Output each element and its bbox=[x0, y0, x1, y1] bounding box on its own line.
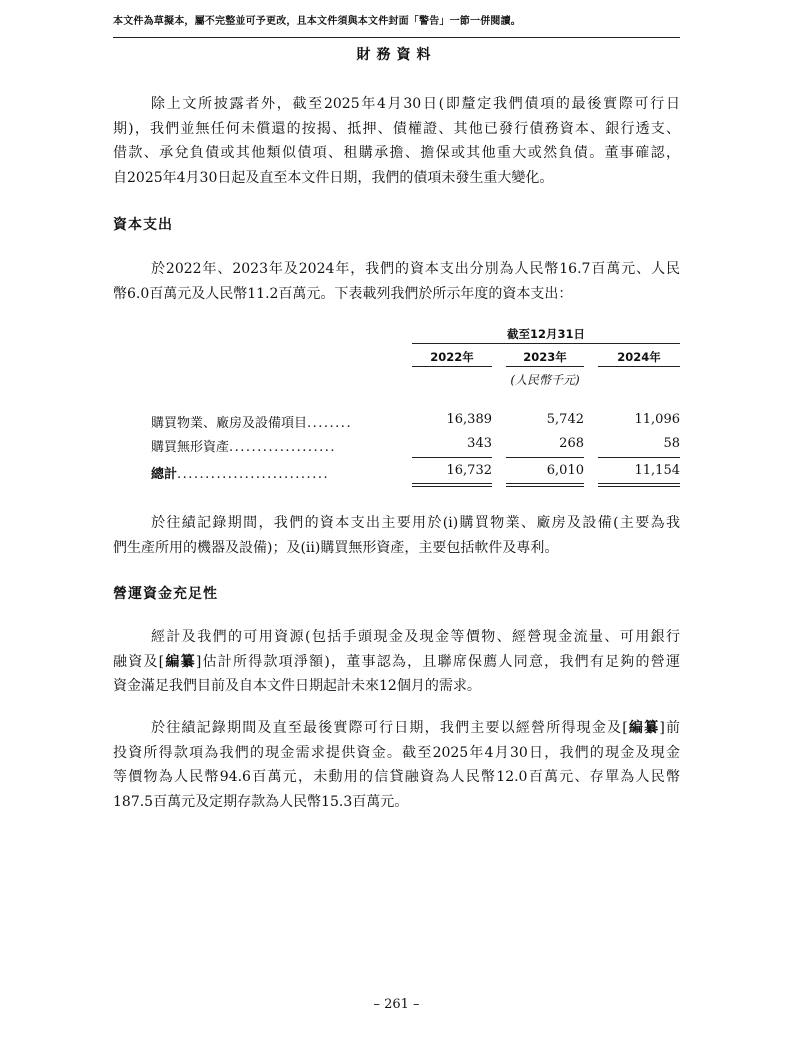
table-rule bbox=[506, 483, 584, 484]
table-row-label: 購買物業、廠房及設備項目........ bbox=[151, 416, 353, 431]
table-rule bbox=[598, 486, 680, 487]
paragraph-line: 融資及[編纂]估計所得款項淨額)，董事認為，且聯席保薦人同意，我們有足夠的營運 bbox=[113, 653, 680, 670]
table-cell-2023: 5,742 bbox=[546, 412, 584, 427]
paragraph-line: 經計及我們的可用資源(包括手頭現金及現金等價物、經營現金流量、可用銀行 bbox=[151, 629, 680, 645]
paragraph-line: 於2022年、2023年及2024年，我們的資本支出分別為人民幣16.7百萬元、人民 bbox=[151, 261, 680, 277]
working-capital-paragraph-1 bbox=[113, 625, 680, 699]
table-rule bbox=[506, 486, 584, 487]
table-rule bbox=[598, 457, 680, 458]
table-total-label: 總計........................... bbox=[151, 467, 330, 482]
paragraph-line: 期)，我們並無任何未償還的按揭、抵押、債權證、其他已發行債務資本、銀行透支、 bbox=[113, 120, 680, 137]
table-cell-2022: 16,389 bbox=[446, 412, 492, 427]
year-header-2024: 2024年 bbox=[617, 350, 661, 364]
table-rule bbox=[412, 343, 680, 344]
page-number: – 261 – bbox=[373, 997, 420, 1012]
table-rule bbox=[412, 457, 492, 458]
table-cell-2024: 58 bbox=[663, 436, 680, 451]
capex-outro bbox=[113, 511, 680, 560]
table-rule bbox=[506, 457, 584, 458]
table-rule bbox=[598, 483, 680, 484]
year-header-2022: 2022年 bbox=[430, 350, 474, 364]
unit-label: (人民幣千元) bbox=[510, 373, 580, 387]
draft-warning: 本文件為草擬本，屬不完整並可予更改，且本文件須與本文件封面「警告」一節一併閱讀。 bbox=[113, 16, 521, 27]
table-total-2022: 16,732 bbox=[446, 463, 492, 478]
working-capital-heading: 營運資金充足性 bbox=[113, 586, 218, 602]
table-rule bbox=[598, 366, 680, 367]
paragraph-line: 187.5百萬元及定期存款為人民幣15.3百萬元。 bbox=[113, 793, 409, 810]
paragraph-line: 借款、承兌負債或其他類似債項、租購承擔、擔保或其他重大或然負債。董事確認， bbox=[113, 145, 680, 161]
paragraph-line: 於往績記錄期間，我們的資本支出主要用於(i)購買物業、廠房及設備(主要為我 bbox=[151, 515, 680, 531]
paragraph-line: 自2025年4月30日起及直至本文件日期，我們的債項未發生重大變化。 bbox=[113, 169, 554, 186]
paragraph-line: 投資所得款項為我們的現金需求提供資金。截至2025年4月30日，我們的現金及現金 bbox=[113, 744, 680, 761]
table-total-2023: 6,010 bbox=[546, 463, 584, 478]
paragraph-line: 等價物為人民幣94.6百萬元，未動用的信貸融資為人民幣12.0百萬元、存單為人民幣 bbox=[113, 769, 680, 785]
table-rule bbox=[412, 486, 492, 487]
capex-heading: 資本支出 bbox=[113, 217, 173, 233]
table-cell-2023: 268 bbox=[559, 436, 584, 451]
paragraph-line: 除上文所披露者外，截至2025年4月30日(即釐定我們債項的最後實際可行日 bbox=[151, 96, 680, 112]
table-rule bbox=[506, 366, 584, 367]
paragraph-line: 資金滿足我們目前及自本文件日期起計未來12個月的需求。 bbox=[113, 678, 481, 694]
section-title: 財務資料 bbox=[356, 47, 437, 63]
table-row-label: 購買無形資產................... bbox=[151, 440, 337, 455]
table-cell-2022: 343 bbox=[467, 436, 492, 451]
period-header: 截至12月31日 bbox=[506, 327, 585, 341]
table-rule bbox=[412, 366, 492, 367]
table-total-2024: 11,154 bbox=[634, 463, 680, 478]
table-rule bbox=[412, 483, 492, 484]
working-capital-paragraph-2 bbox=[113, 716, 680, 814]
table-cell-2024: 11,096 bbox=[634, 412, 680, 427]
paragraph-line: 幣6.0百萬元及人民幣11.2百萬元。下表載列我們於所示年度的資本支出： bbox=[113, 285, 573, 302]
year-header-2023: 2023年 bbox=[523, 350, 567, 364]
paragraph-line: 們生產所用的機器及設備)；及(ii)購買無形資產，主要包括軟件及專利。 bbox=[113, 539, 559, 556]
paragraph-line: 於往績記錄期間及直至最後實際可行日期，我們主要以經營所得現金及[編纂]前 bbox=[151, 720, 680, 736]
